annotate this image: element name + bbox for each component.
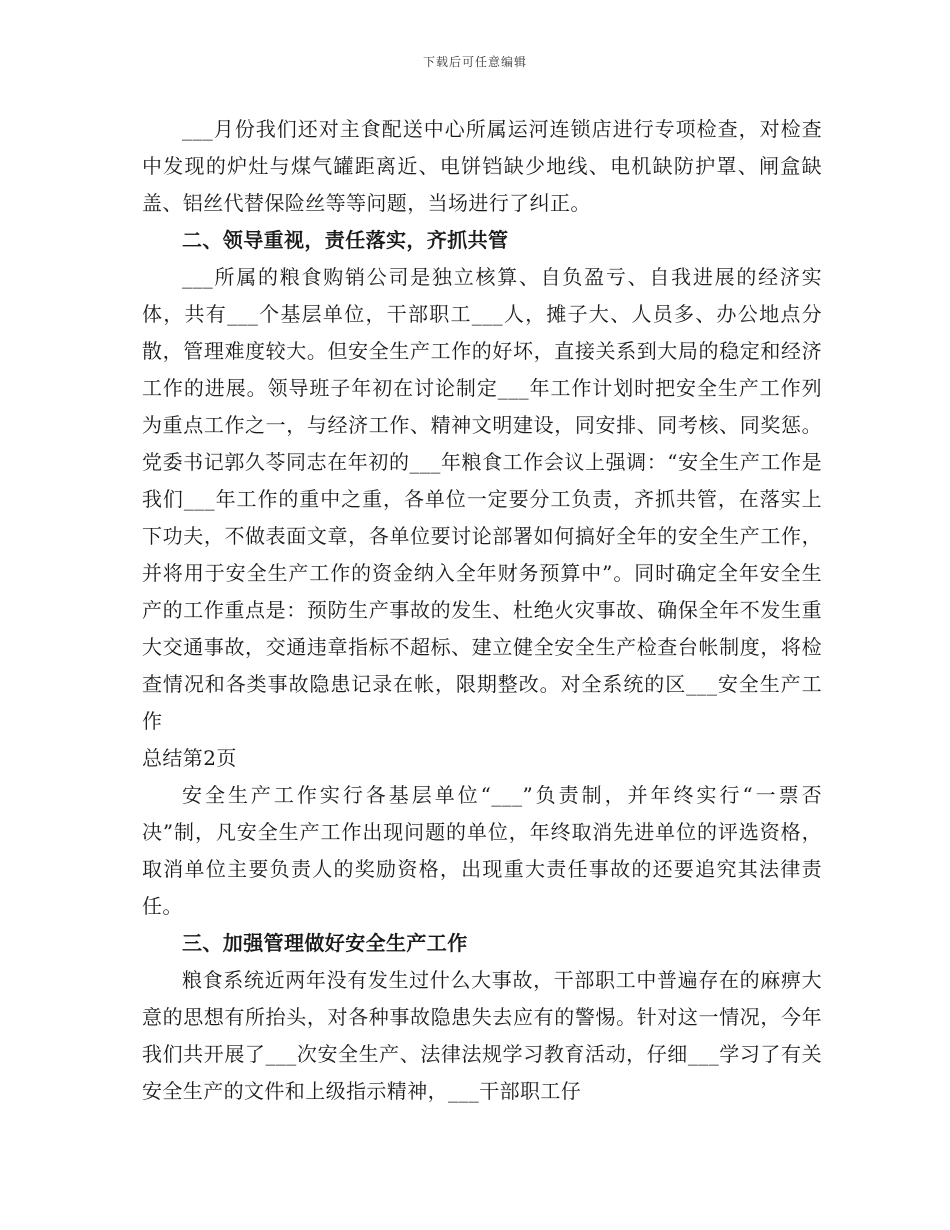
paragraph-leadership: ___所属的粮食购销公司是独立核算、自负盈亏、自我进展的经济实体，共有___个基层单位，干部职工___人，摊子大、人员多、办公地点分散，管理难度较大。但安全生产工作的好坏，直接关系到大局的稳定和经济工作的进展。领导班子年初在讨论制定___年工作计划时把安全生产工作列为重点工作之一，与经济工作、精神文明建设，同安排、同考核、同奖惩。党委书记郭久苓同志在年初的___年粮食工作会议上强调：“安全生产工作是我们___年工作的重中之重，各单位一定要分工负责，齐抓共管，在落实上下功夫，不做表面文章，各单位要讨论部署如何搞好全年的安全生产工作，并将用于安全生产工作的资金纳入全年财务预算中”。同时确定全年安全生产的工作重点是：预防生产事故的发生、杜绝火灾事故、确保全年不发生重大交通事故，交通违章指标不超标、建立健全安全生产检查台帐制度，将检查情况和各类事故隐患记录在帐，限期整改。对全系统的区___安全生产工作 [142,265,822,733]
document-body [142,111,822,1110]
paragraph-inspection: ___月份我们还对主食配送中心所属运河连锁店进行专项检查，对检查中发现的炉灶与煤气罐距离近、电饼铛缺少地线、电机缺防护罩、闸盒缺盖、铝丝代替保险丝等等问题，当场进行了纠正。 [142,117,822,215]
page-header-note: 下载后可任意编辑 [422,55,527,69]
paragraph-responsibility: 安全生产工作实行各基层单位“___”负责制，并年终实行“一票否决”制，凡安全生产工作出现问题的单位，年终取消先进单位的评选资格，取消单位主要负责人的奖励资格，出现重大责任事故的还要追究其法律责任。 [142,783,822,918]
paragraph-management: 粮食系统近两年没有发生过什么大事故，干部职工中普遍存在的麻痹大意的思想有所抬头，对各种事故隐患失去应有的警惕。针对这一情况，今年我们共开展了___次安全生产、法律法规学习教育活动，仔细___学习了有关安全生产的文件和上级指示精神，___干部职工仔 [142,968,822,1103]
section-heading-3: 三、加强管理做好安全生产工作 [182,931,468,955]
section-heading-2: 二、领导重视，责任落实，齐抓共管 [182,228,509,252]
page-break-label: 总结第2页 [142,746,237,770]
